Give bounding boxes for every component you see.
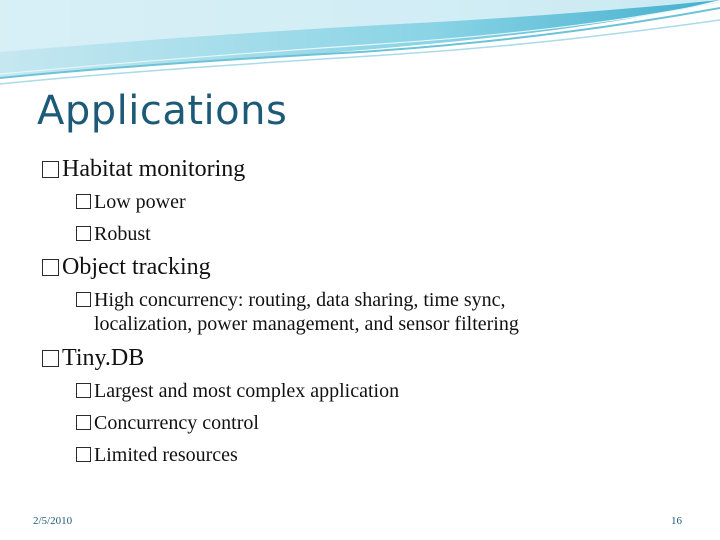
bullet-item xyxy=(42,156,245,183)
sub-bullet-text: Low power xyxy=(94,191,186,213)
sub-bullet-item xyxy=(76,223,151,246)
footer-date: 2/5/2010 xyxy=(33,515,73,527)
bullet-icon xyxy=(76,447,91,462)
sub-bullet-item xyxy=(76,289,519,336)
page-number: 16 xyxy=(671,515,682,527)
sub-bullet-text: Concurrency control xyxy=(94,412,259,434)
sub-bullet-text: High concurrency: routing, data sharing, time sync, xyxy=(94,289,506,311)
sub-bullet-text: Limited resources xyxy=(94,444,238,466)
bullet-icon xyxy=(42,161,59,178)
bullet-icon xyxy=(76,194,91,209)
bullet-text: Object tracking xyxy=(62,254,211,280)
bullet-text: Habitat monitoring xyxy=(62,156,246,182)
bullet-item xyxy=(42,254,211,281)
sub-bullet-item xyxy=(76,444,238,467)
bullet-icon xyxy=(76,383,91,398)
sub-bullet-text: Robust xyxy=(94,223,151,245)
sub-bullet-item xyxy=(76,191,186,214)
sub-bullet-item xyxy=(76,380,399,403)
sub-bullet-item xyxy=(76,412,259,435)
bullet-icon xyxy=(76,415,91,430)
sub-bullet-text-continued: localization, power management, and sensor filtering xyxy=(94,313,519,335)
bullet-icon xyxy=(42,259,59,276)
bullet-icon xyxy=(76,292,91,307)
bullet-icon xyxy=(42,350,59,367)
bullet-item xyxy=(42,345,144,372)
slide-title: Applications xyxy=(37,88,288,134)
bullet-text: Tiny.DB xyxy=(62,345,145,371)
sub-bullet-text: Largest and most complex application xyxy=(94,380,400,402)
bullet-icon xyxy=(76,226,91,241)
